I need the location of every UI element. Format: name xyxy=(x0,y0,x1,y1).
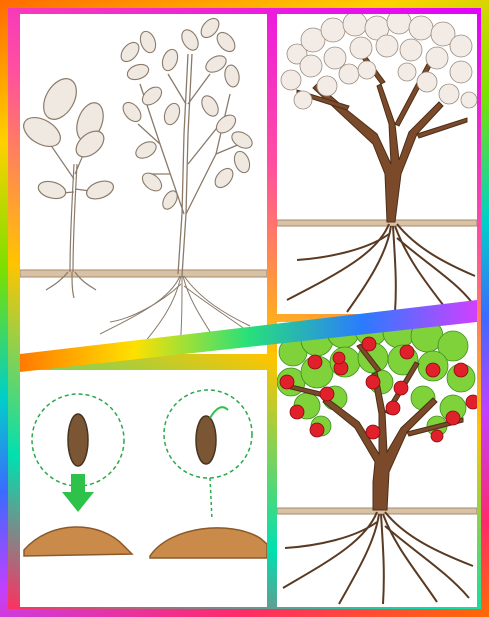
young-plant-roots xyxy=(100,276,260,348)
soil-mound-left xyxy=(24,527,132,556)
flowering-tree-roots xyxy=(287,224,475,312)
panel-seed-germination xyxy=(20,370,267,607)
down-arrow-icon xyxy=(62,474,94,512)
ground-line xyxy=(277,220,477,226)
sprout-seed-icon xyxy=(196,407,228,464)
panel-fruiting-tree xyxy=(277,322,477,607)
fruiting-tree-illustration xyxy=(277,322,477,607)
ground-line xyxy=(20,270,267,277)
soil-mound-right xyxy=(150,528,267,558)
seedling-leaves xyxy=(20,73,116,202)
panel-seedling-young-plant xyxy=(20,14,267,354)
young-plant-illustration xyxy=(20,14,267,354)
flowering-tree-blossoms xyxy=(281,14,477,109)
seed-germination-illustration xyxy=(20,370,267,607)
fruiting-tree-roots xyxy=(283,512,473,604)
panel-flowering-tree xyxy=(277,14,477,314)
seed xyxy=(68,414,88,466)
flowering-tree-illustration xyxy=(277,14,477,314)
pointer-line xyxy=(210,478,212,520)
